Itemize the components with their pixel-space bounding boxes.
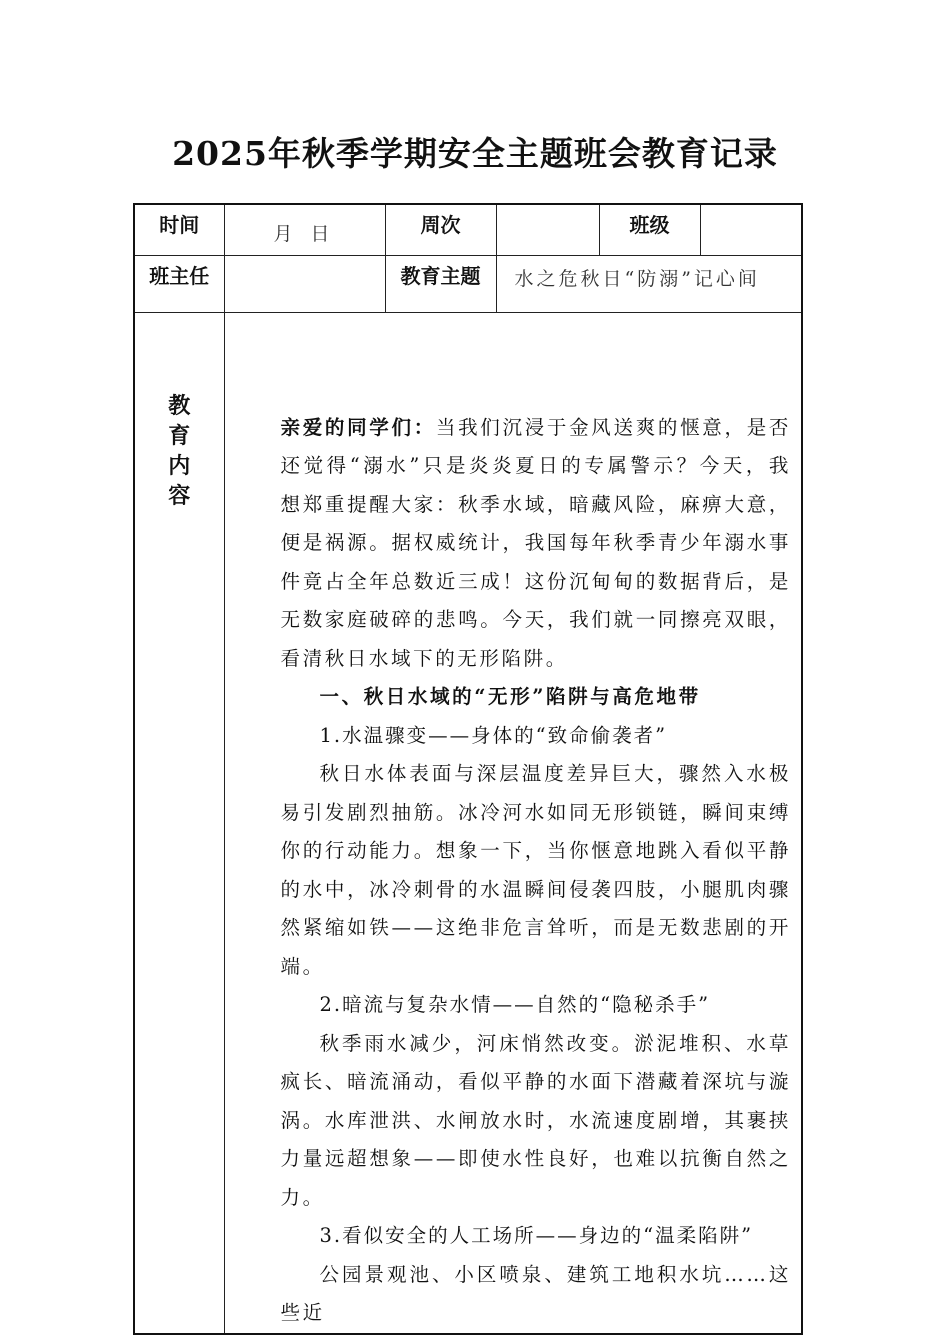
- class-label: 班级: [599, 204, 700, 255]
- item-text: 公园景观池、小区喷泉、建筑工地积水坑……这些近: [280, 1262, 791, 1324]
- content-label-char: 容: [168, 482, 191, 509]
- greeting: 亲爱的同学们：: [280, 415, 436, 439]
- intro-paragraph: [225, 409, 792, 679]
- content-label: [134, 312, 224, 1334]
- content-label-char: 育: [168, 422, 191, 449]
- record-table: [133, 203, 803, 1335]
- week-label: 周次: [385, 204, 496, 255]
- week-value: [496, 204, 599, 255]
- topic-value: 水之危秋日“防溺”记心间: [496, 255, 802, 312]
- intro-text: 当我们沉浸于金风送爽的惬意，是否还觉得“溺水”只是炎炎夏日的专属警示？今天，我想郑重提醒大家：秋季水域，暗藏风险，麻痹大意，便是祸源。据权威统计，我国每年秋季青少年溺水事件竟占全年总数近三成！这份沉甸甸的数据背后，是无数家庭破碎的悲鸣。今天，我们就一同擦亮双眼，看清秋日水域下的无形陷阱。: [280, 415, 791, 670]
- time-value: 月 日: [224, 204, 385, 255]
- teacher-label: 班主任: [134, 255, 224, 312]
- teacher-value: [224, 255, 385, 312]
- page-title: 2025年秋季学期安全主题班会教育记录: [172, 134, 778, 173]
- education-content: [224, 312, 802, 1334]
- item-title: 1.水温骤变——身体的“致命偷袭者”: [319, 723, 668, 747]
- content-label-char: 内: [168, 452, 191, 479]
- time-label: 时间: [134, 204, 224, 255]
- content-label-char: 教: [168, 392, 191, 419]
- item-text: 秋日水体表面与深层温度差异巨大，骤然入水极易引发剧烈抽筋。冰冷河水如同无形锁链，瞬间束缚你的行动能力。想象一下，当你惬意地跳入看似平静的水中，冰冷刺骨的水温瞬间侵袭四肢，小腿肌肉骤然紧缩如铁——这绝非危言耸听，而是无数悲剧的开端。: [280, 762, 791, 978]
- item-text: 秋季雨水减少，河床悄然改变。淤泥堆积、水草疯长、暗流涌动，看似平静的水面下潜藏着深坑与漩涡。水库泄洪、水闸放水时，水流速度剧增，其裹挟力量远超想象——即使水性良好，也难以抗衡自然之力。: [280, 1031, 791, 1209]
- item-title: 3.看似安全的人工场所——身边的“温柔陷阱”: [319, 1224, 754, 1247]
- section-heading: 一、秋日水域的“无形”陷阱与高危地带: [319, 685, 701, 708]
- class-value: [700, 204, 802, 255]
- topic-label: 教育主题: [385, 255, 496, 312]
- item-title: 2.暗流与复杂水情——自然的“隐秘杀手”: [319, 993, 711, 1016]
